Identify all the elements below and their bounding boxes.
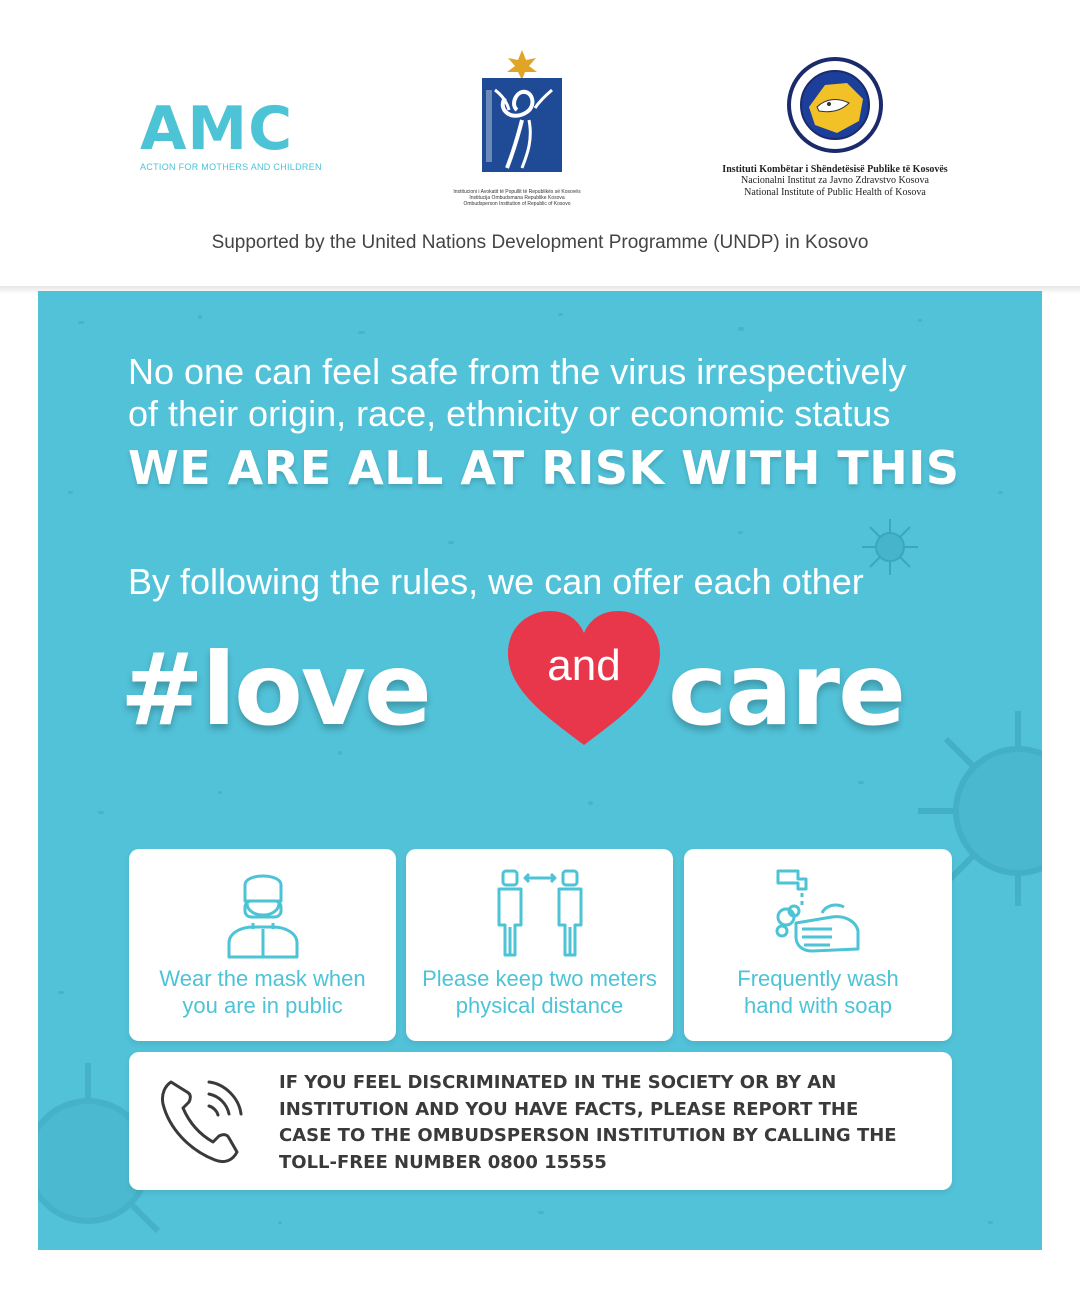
ombudsperson-logo <box>452 50 582 207</box>
intro-text <box>128 351 998 435</box>
intro-line-1: No one can feel safe from the virus irrespectively <box>128 351 907 392</box>
tip-card-distance <box>406 849 673 1041</box>
niph-logo <box>700 55 970 199</box>
ombudsperson-line-1: Institucioni i Avokatit të Popullit të Republikës së Kosovës <box>453 189 581 195</box>
tip-card-wash <box>684 849 952 1041</box>
masked-person-icon <box>223 867 303 959</box>
and-text: and <box>547 641 621 690</box>
tip-mask-line-2: you are in public <box>182 993 343 1018</box>
ombudsperson-emblem-icon <box>467 50 567 180</box>
report-line-2: INSTITUTION AND YOU HAVE FACTS, PLEASE REPORT THE <box>279 1098 859 1120</box>
report-card <box>129 1052 952 1190</box>
niph-line-3: National Institute of Public Health of Kosova <box>744 187 926 198</box>
tip-wash-line-1: Frequently wash <box>737 966 899 991</box>
distance-icon <box>495 867 585 959</box>
amc-logo-mark: AMC <box>140 94 294 164</box>
tip-mask-line-1: Wear the mask when <box>159 966 366 991</box>
report-line-3: CASE TO THE OMBUDSPERSON INSTITUTION BY CALLING THE <box>279 1125 897 1146</box>
phone-icon <box>157 1072 247 1168</box>
tip-card-mask <box>129 849 396 1041</box>
ombudsperson-line-2: Institucija Ombudsmana Republike Kosova <box>469 195 565 201</box>
love-text: #love <box>120 631 430 748</box>
hand-wash-icon <box>772 867 864 959</box>
ombudsperson-line-3: Ombudsperson Institution of Republic of Kosovo <box>463 201 571 207</box>
amc-logo <box>140 94 322 172</box>
report-line-4 <box>279 1150 939 1177</box>
niph-line-1: Instituti Kombëtar i Shëndetësisë Publike të Kosovës <box>722 164 948 175</box>
tip-wash-line-2: hand with soap <box>744 993 892 1018</box>
report-line-4-prefix: TOLL-FREE NUMBER <box>279 1151 488 1173</box>
amc-logo-subtitle: ACTION FOR MOTHERS AND CHILDREN <box>140 162 322 172</box>
intro-line-2: of their origin, race, ethnicity or economic status <box>128 393 891 434</box>
report-text <box>279 1070 939 1176</box>
following-text: By following the rules, we can offer each other <box>128 561 864 602</box>
toll-free-number[interactable]: 0800 15555 <box>487 1151 607 1173</box>
tip-distance-line-1: Please keep two meters <box>422 966 657 991</box>
tip-distance-line-2: physical distance <box>455 993 624 1018</box>
risk-headline: WE ARE ALL AT RISK WITH THIS <box>128 441 960 495</box>
main-panel <box>38 291 1042 1250</box>
care-text: care <box>668 631 904 748</box>
niph-line-2: Nacionalni Institut za Javno Zdravstvo Kosova <box>740 175 929 186</box>
header <box>0 0 1080 290</box>
report-line-1: IF YOU FEEL DISCRIMINATED IN THE SOCIETY OR BY AN <box>279 1072 837 1093</box>
niph-seal-icon <box>785 55 885 155</box>
support-statement: Supported by the United Nations Development Programme (UNDP) in Kosovo <box>211 232 869 253</box>
